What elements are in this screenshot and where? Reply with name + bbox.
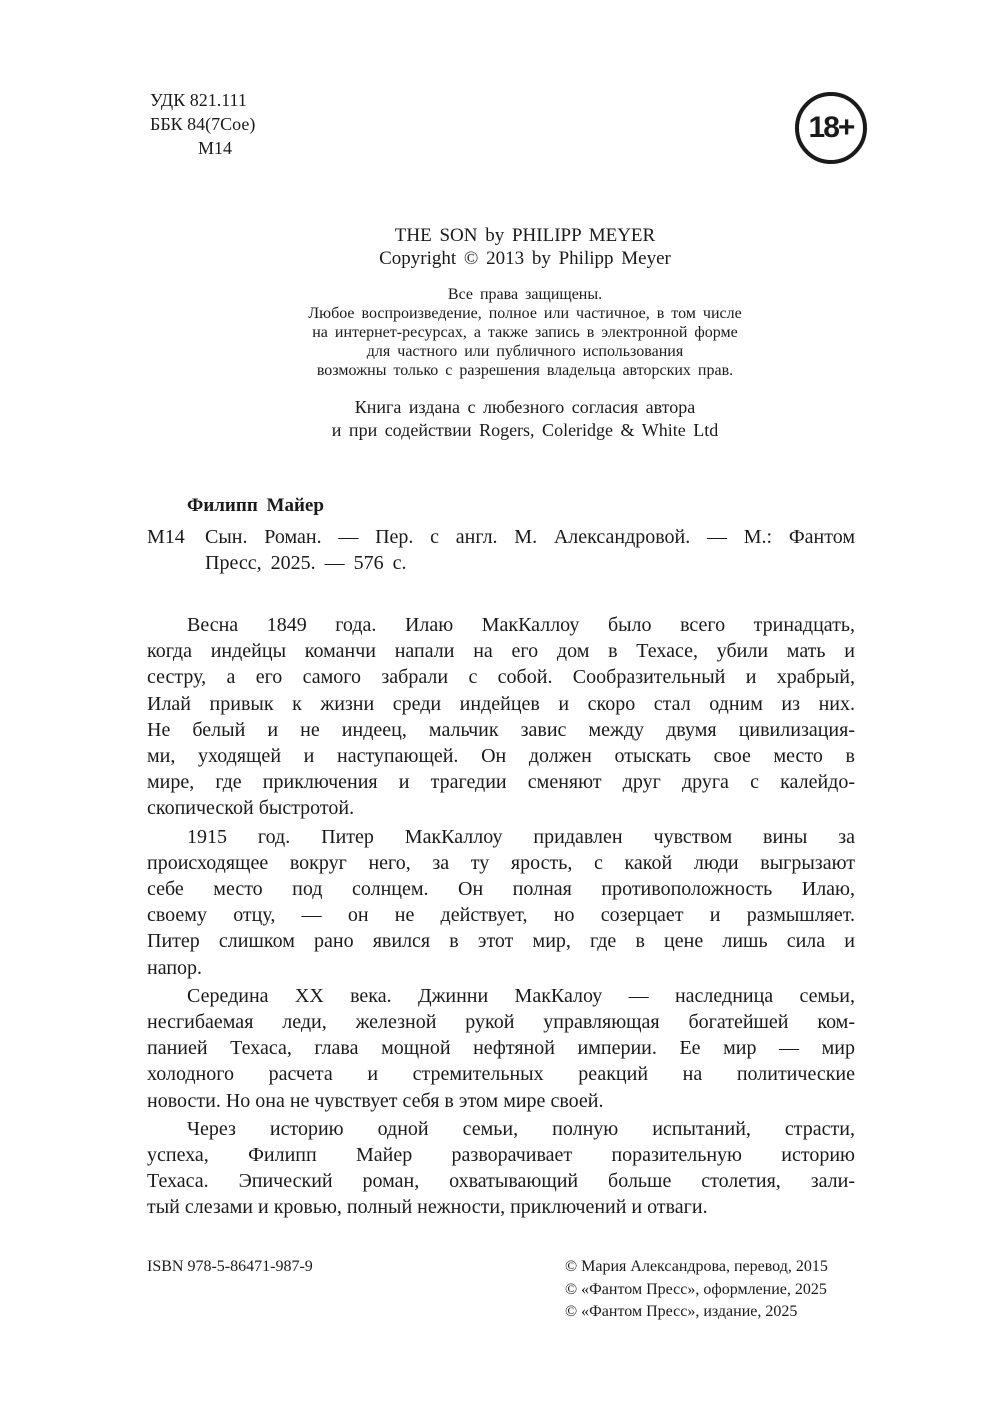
annotation-paragraph xyxy=(147,824,855,981)
annotation-line: Илай привык к жизни среди индейцев и скоро стал одним из них. xyxy=(147,692,855,715)
annotation-line: ми, уходящей и наступающей. Он должен отыскать свое место в xyxy=(147,745,855,768)
annotation-line: успеха, Филипп Майер разворачивает поразительную историю xyxy=(147,1144,855,1167)
copyright-notices xyxy=(565,1256,828,1324)
annotation-line: 1915 год. Питер МакКаллоу придавлен чувством вины за xyxy=(187,825,855,848)
original-title: THE SON by PHILIPP MEYER xyxy=(394,225,656,246)
annotation-paragraph xyxy=(147,612,855,822)
book-author: Филипп Майер xyxy=(187,495,324,516)
rights-line: для частного или публичного использования xyxy=(366,343,684,360)
bib-code: М14 xyxy=(147,526,185,548)
annotation-paragraph xyxy=(147,983,855,1114)
age-rating-badge: 18+ xyxy=(795,92,867,164)
annotation xyxy=(147,612,855,1221)
bibliographic-record xyxy=(147,524,855,576)
annotation-line: Не белый и не индеец, мальчик завис между двумя цивилизация- xyxy=(147,718,855,741)
agency-line: Книга издана с любезного согласия автора xyxy=(354,397,696,417)
annotation-line: Техаса. Эпический роман, охватывающий больше столетия, зали- xyxy=(147,1170,855,1193)
classification-block xyxy=(150,88,255,160)
rights-line: Все права защищены. xyxy=(447,286,603,303)
annotation-line: Через историю одной семьи, полную испытаний, страсти, xyxy=(187,1117,855,1140)
annotation-paragraph xyxy=(147,1116,855,1221)
annotation-line: себе место под солнцем. Он полная противоположность Илаю, xyxy=(147,878,855,901)
annotation-line: своему отцу, — он не действует, но созерцает и размышляет. xyxy=(147,904,855,927)
annotation-line: мире, где приключения и трагедии сменяют друг друга с калейдо- xyxy=(147,771,855,794)
annotation-line: тый слезами и кровью, полный нежности, приключений и отваги. xyxy=(147,1196,708,1219)
original-title-block xyxy=(150,224,900,270)
isbn: ISBN 978-5-86471-987-9 xyxy=(147,1258,313,1275)
annotation-line: происходящее вокруг него, за ту ярость, с какой люди выгрызают xyxy=(147,851,855,874)
annotation-line: панией Техаса, глава мощной нефтяной империи. Ее мир — мир xyxy=(147,1037,855,1060)
annotation-line: напор. xyxy=(147,956,203,979)
copyright-line: © «Фантом Пресс», издание, 2025 xyxy=(565,1303,798,1320)
copyright-line: © Мария Александрова, перевод, 2015 xyxy=(565,1258,828,1275)
annotation-line: Середина XX века. Джинни МакКалоу — наследница семьи, xyxy=(187,984,855,1007)
annotation-line: сестру, а его самого забрали с собой. Сообразительный и храбрый, xyxy=(147,666,855,689)
udk-code: УДК 821.111 xyxy=(150,90,247,110)
annotation-line: Весна 1849 года. Илаю МакКаллоу было всего тринадцать, xyxy=(187,614,855,636)
annotation-line: когда индейцы команчи напали на его дом в Техасе, убили мать и xyxy=(147,640,855,663)
annotation-line: холодного расчета и стремительных реакций на политические xyxy=(147,1063,855,1086)
bib-line: Пресс, 2025. — 576 с. xyxy=(205,552,407,574)
agency-notice xyxy=(150,396,900,442)
annotation-line: скопической быстротой. xyxy=(147,797,355,820)
agency-line: и при содействии Rogers, Coleridge & White Ltd xyxy=(331,420,719,440)
rights-notice xyxy=(150,285,900,380)
copyright-line: © «Фантом Пресс», оформление, 2025 xyxy=(565,1280,827,1298)
annotation-line: несгибаемая леди, железной рукой управляющая богатейшей ком- xyxy=(147,1011,855,1034)
author-mark: М14 xyxy=(198,138,233,158)
rights-line: возможны только с разрешения владельца авторских прав. xyxy=(316,362,734,379)
original-copyright: Copyright © 2013 by Philipp Meyer xyxy=(379,248,671,269)
bib-line: Сын. Роман. — Пер. с англ. М. Александровой. — М.: Фантом xyxy=(205,526,855,548)
rights-line: на интернет-ресурсах, а также запись в электронной форме xyxy=(312,324,738,341)
annotation-line: новости. Но она не чувствует себя в этом мире своей. xyxy=(147,1089,604,1112)
bbk-code: ББК 84(7Сое) xyxy=(150,114,256,134)
rights-line: Любое воспроизведение, полное или частичное, в том числе xyxy=(308,305,742,322)
annotation-line: Питер слишком рано явился в этот мир, где в цене лишь сила и xyxy=(147,930,855,953)
